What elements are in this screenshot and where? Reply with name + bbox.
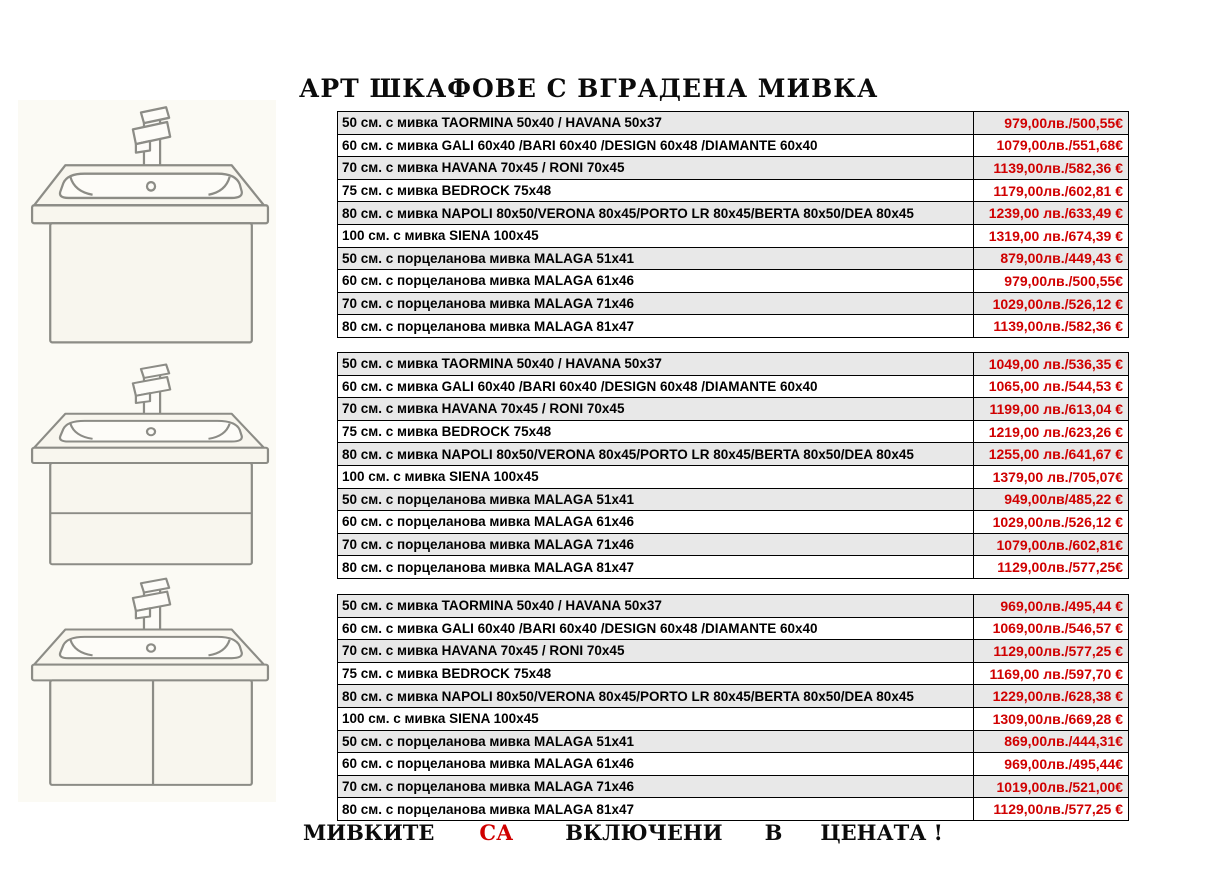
item-label: 100 см. с мивка SIENA 100x45	[338, 465, 974, 488]
item-price: 1029,00лв./526,12 €	[974, 292, 1129, 315]
item-price: 949,00лв/485,22 €	[974, 488, 1129, 511]
item-label: 100 см. с мивка SIENA 100x45	[338, 707, 974, 730]
item-label: 100 см. с мивка SIENA 100x45	[338, 224, 974, 247]
item-price: 1239,00 лв./633,49 €	[974, 202, 1129, 225]
table-row	[338, 224, 1129, 247]
item-price: 1079,00лв./602,81€	[974, 533, 1129, 556]
item-price: 1139,00лв./582,36 €	[974, 315, 1129, 338]
table-row	[338, 707, 1129, 730]
item-price: 1319,00 лв./674,39 €	[974, 224, 1129, 247]
item-price: 979,00лв./500,55€	[974, 112, 1129, 135]
item-price: 1029,00лв./526,12 €	[974, 511, 1129, 534]
table-row	[338, 134, 1129, 157]
table-row	[338, 511, 1129, 534]
item-label: 50 см. с порцеланова мивка MALAGA 51x41	[338, 488, 974, 511]
footer-word: ЦЕНАТА !	[820, 820, 943, 845]
item-price: 1309,00лв./669,28 €	[974, 707, 1129, 730]
table-row	[338, 157, 1129, 180]
table-row	[338, 533, 1129, 556]
item-price: 1129,00лв./577,25 €	[974, 640, 1129, 663]
table-row	[338, 798, 1129, 821]
item-label: 75 см. с мивка BEDROCK 75x48	[338, 420, 974, 443]
table-row	[338, 617, 1129, 640]
item-label: 70 см. с порцеланова мивка MALAGA 71x46	[338, 775, 974, 798]
vanity-two-drawers-sketch-icon	[22, 360, 274, 575]
table-row	[338, 443, 1129, 466]
item-price: 1139,00лв./582,36 €	[974, 157, 1129, 180]
item-price: 879,00лв./449,43 €	[974, 247, 1129, 270]
table-row	[338, 202, 1129, 225]
table-row	[338, 375, 1129, 398]
table-row	[338, 353, 1129, 376]
item-label: 80 см. с мивка NAPOLI 80x50/VERONA 80x45/PORTO LR 80x45/BERTA 80x50/DEA 80x45	[338, 202, 974, 225]
item-price: 869,00лв./444,31€	[974, 730, 1129, 753]
table-row	[338, 556, 1129, 579]
table-row	[338, 775, 1129, 798]
item-price: 1379,00 лв./705,07€	[974, 465, 1129, 488]
table-row	[338, 398, 1129, 421]
item-label: 50 см. с мивка TAORMINA 50x40 / HAVANA 50x37	[338, 353, 974, 376]
table-row	[338, 292, 1129, 315]
table-row	[338, 595, 1129, 618]
footer-word: МИВКИТЕ	[303, 820, 435, 845]
item-label: 70 см. с мивка HAVANA 70x45 / RONI 70x45	[338, 640, 974, 663]
table-row	[338, 488, 1129, 511]
item-label: 70 см. с порцеланова мивка MALAGA 71x46	[338, 292, 974, 315]
item-price: 1019,00лв./521,00€	[974, 775, 1129, 798]
item-price: 1229,00лв./628,38 €	[974, 685, 1129, 708]
footer-note	[303, 820, 943, 845]
item-label: 60 см. с порцеланова мивка MALAGA 61x46	[338, 753, 974, 776]
table-row	[338, 315, 1129, 338]
table-row	[338, 662, 1129, 685]
table-row	[338, 179, 1129, 202]
item-price: 1199,00 лв./613,04 €	[974, 398, 1129, 421]
item-label: 80 см. с порцеланова мивка MALAGA 81x47	[338, 315, 974, 338]
item-label: 60 см. с мивка GALI 60x40 /BARI 60x40 /DESIGN 60x48 /DIAMANTE 60x40	[338, 375, 974, 398]
price-table-single-front	[337, 111, 1129, 338]
item-label: 50 см. с мивка TAORMINA 50x40 / HAVANA 50x37	[338, 595, 974, 618]
item-price: 1219,00 лв./623,26 €	[974, 420, 1129, 443]
item-price: 969,00лв./495,44 €	[974, 595, 1129, 618]
table-row	[338, 640, 1129, 663]
item-label: 70 см. с мивка HAVANA 70x45 / RONI 70x45	[338, 157, 974, 180]
item-price: 1129,00лв./577,25 €	[974, 798, 1129, 821]
table-row	[338, 685, 1129, 708]
item-label: 75 см. с мивка BEDROCK 75x48	[338, 179, 974, 202]
item-label: 50 см. с порцеланова мивка MALAGA 51x41	[338, 247, 974, 270]
item-price: 1129,00лв./577,25€	[974, 556, 1129, 579]
item-label: 60 см. с порцеланова мивка MALAGA 61x46	[338, 270, 974, 293]
item-price: 1049,00 лв./536,35 €	[974, 353, 1129, 376]
item-label: 50 см. с мивка TAORMINA 50x40 / HAVANA 50x37	[338, 112, 974, 135]
page-title: АРТ ШКАФОВЕ С ВГРАДЕНА МИВКА	[299, 74, 879, 103]
table-row	[338, 112, 1129, 135]
item-label: 80 см. с мивка NAPOLI 80x50/VERONA 80x45/PORTO LR 80x45/BERTA 80x50/DEA 80x45	[338, 443, 974, 466]
vanity-two-doors-sketch-icon	[22, 574, 274, 796]
table-row	[338, 465, 1129, 488]
vanity-single-front-sketch-icon	[22, 102, 274, 355]
item-price: 1255,00 лв./641,67 €	[974, 443, 1129, 466]
footer-word: В	[764, 820, 783, 845]
table-row	[338, 270, 1129, 293]
item-label: 80 см. с порцеланова мивка MALAGA 81x47	[338, 798, 974, 821]
table-row	[338, 730, 1129, 753]
price-table-two-doors	[337, 594, 1129, 821]
footer-word: ВКЛЮЧЕНИ	[565, 820, 723, 845]
item-label: 70 см. с мивка HAVANA 70x45 / RONI 70x45	[338, 398, 974, 421]
item-label: 80 см. с мивка NAPOLI 80x50/VERONA 80x45/PORTO LR 80x45/BERTA 80x50/DEA 80x45	[338, 685, 974, 708]
item-label: 75 см. с мивка BEDROCK 75x48	[338, 662, 974, 685]
item-price: 1065,00 лв./544,53 €	[974, 375, 1129, 398]
item-price: 1079,00лв./551,68€	[974, 134, 1129, 157]
item-price: 979,00лв./500,55€	[974, 270, 1129, 293]
price-table-two-drawers	[337, 352, 1129, 579]
item-label: 70 см. с порцеланова мивка MALAGA 71x46	[338, 533, 974, 556]
item-label: 80 см. с порцеланова мивка MALAGA 81x47	[338, 556, 974, 579]
table-row	[338, 753, 1129, 776]
item-label: 60 см. с порцеланова мивка MALAGA 61x46	[338, 511, 974, 534]
item-price: 1069,00лв./546,57 €	[974, 617, 1129, 640]
table-row	[338, 420, 1129, 443]
table-row	[338, 247, 1129, 270]
item-label: 60 см. с мивка GALI 60x40 /BARI 60x40 /DESIGN 60x48 /DIAMANTE 60x40	[338, 617, 974, 640]
item-price: 1179,00лв./602,81 €	[974, 179, 1129, 202]
item-label: 50 см. с порцеланова мивка MALAGA 51x41	[338, 730, 974, 753]
footer-word-highlighted: СА	[479, 820, 514, 845]
item-price: 1169,00 лв./597,70 €	[974, 662, 1129, 685]
item-price: 969,00лв./495,44€	[974, 753, 1129, 776]
item-label: 60 см. с мивка GALI 60x40 /BARI 60x40 /DESIGN 60x48 /DIAMANTE 60x40	[338, 134, 974, 157]
